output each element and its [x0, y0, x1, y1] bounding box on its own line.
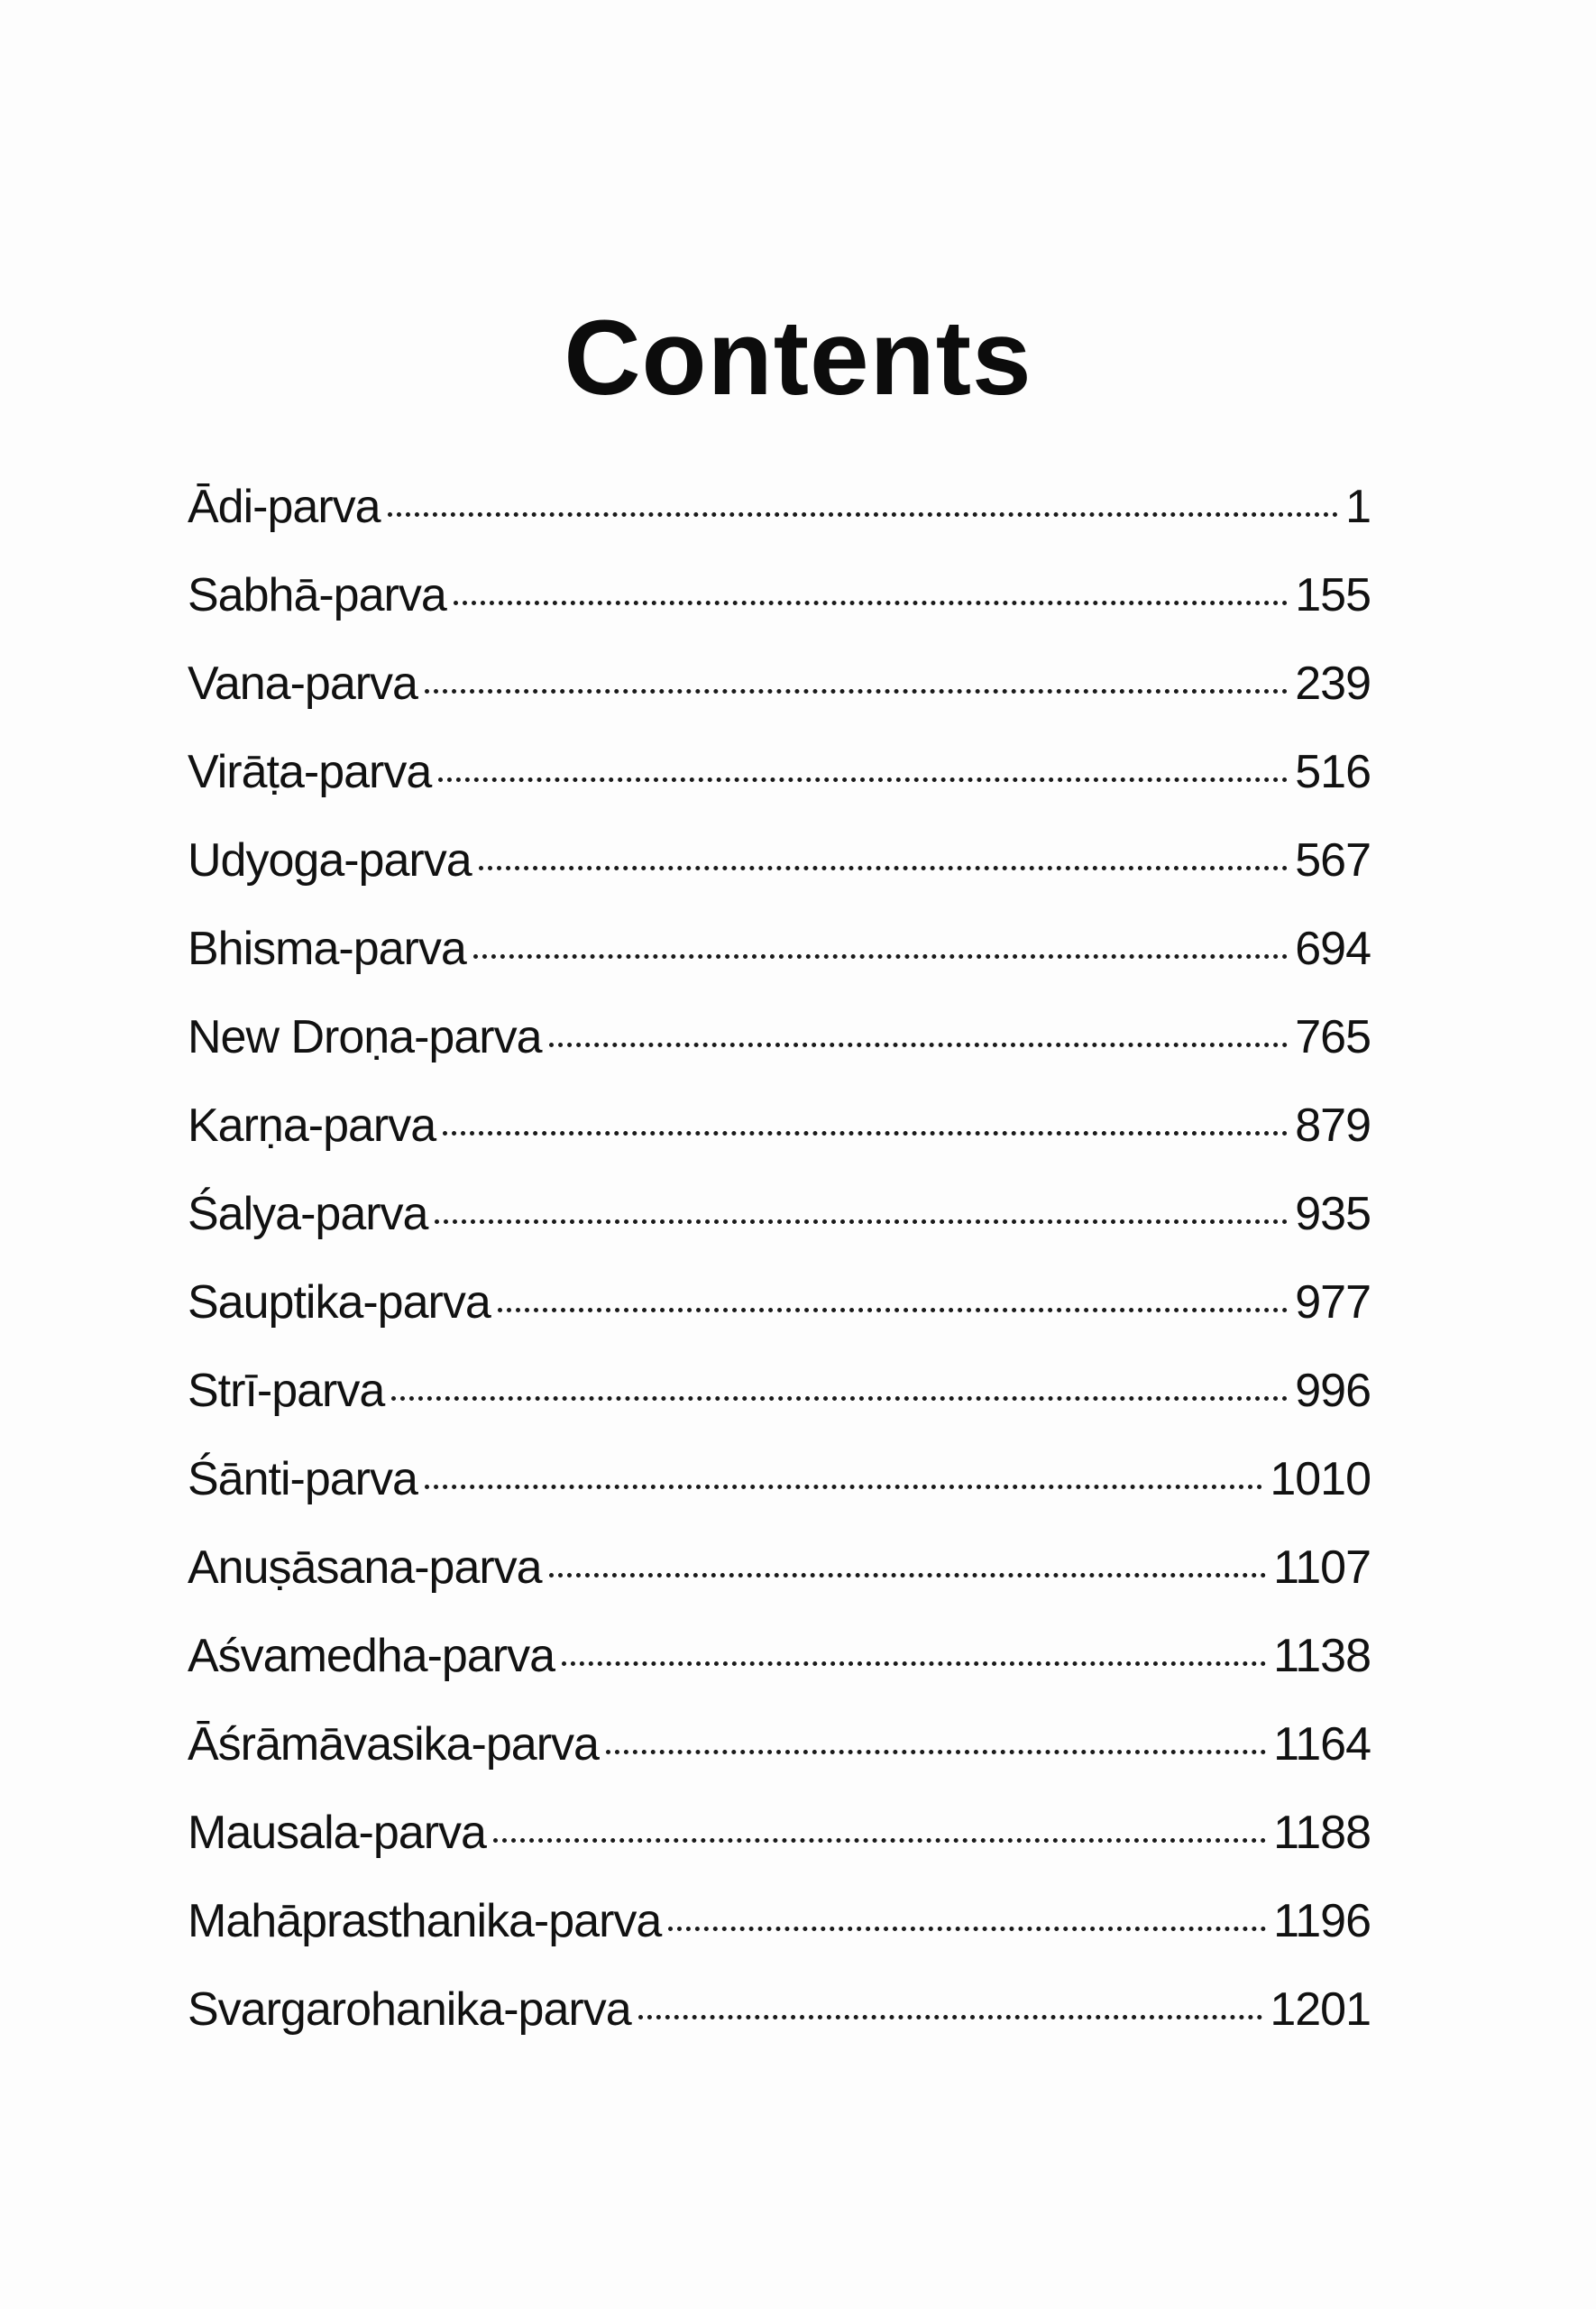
- toc-entry: [188, 1452, 1371, 1541]
- toc-entry-title: Āśrāmāvasika-parva: [188, 1718, 599, 1771]
- dot-leader: [549, 1573, 1267, 1578]
- toc-entry-title: Sauptika-parva: [188, 1276, 491, 1329]
- toc-entry-title: Sabhā-parva: [188, 569, 446, 621]
- toc-entry-title: Mahāprasthanika-parva: [188, 1895, 662, 1947]
- toc-entry-page-number: 1196: [1273, 1895, 1371, 1947]
- toc-entry: [188, 1010, 1371, 1099]
- dot-leader: [562, 1661, 1266, 1666]
- toc-entry-title: Śānti-parva: [188, 1453, 417, 1505]
- toc-entry-page-number: 879: [1295, 1099, 1371, 1152]
- dot-leader: [668, 1927, 1266, 1931]
- dot-leader: [435, 1219, 1288, 1224]
- toc-entry-page-number: 1: [1345, 481, 1371, 533]
- toc-entry-title: Strī-parva: [188, 1365, 385, 1417]
- dot-leader: [606, 1750, 1266, 1754]
- toc-entry-page-number: 977: [1295, 1276, 1371, 1329]
- toc-entry: [188, 1364, 1371, 1452]
- toc-entry-title: Mausala-parva: [188, 1807, 486, 1859]
- toc-entry: [188, 922, 1371, 1010]
- toc-entry-page-number: 1188: [1273, 1807, 1371, 1859]
- toc-entry: [188, 833, 1371, 922]
- toc-entry: [188, 1806, 1371, 1894]
- toc-entry: [188, 480, 1371, 568]
- dot-leader: [479, 866, 1289, 870]
- toc-entry-page-number: 1201: [1270, 1983, 1371, 2036]
- toc-entry-page-number: 516: [1295, 746, 1371, 798]
- toc-entry-page-number: 935: [1295, 1188, 1371, 1240]
- toc-entry-title: New Droṇa-parva: [188, 1011, 542, 1063]
- toc-entry-page-number: 1107: [1273, 1541, 1371, 1594]
- page-title: Contents: [564, 299, 1032, 419]
- toc-entry: [188, 1187, 1371, 1275]
- toc-entry-page-number: 1164: [1273, 1718, 1371, 1771]
- dot-leader: [391, 1396, 1288, 1401]
- dot-leader: [493, 1838, 1266, 1843]
- toc-entry-title: Ādi-parva: [188, 481, 381, 533]
- toc-entry-page-number: 567: [1295, 834, 1371, 887]
- dot-leader: [549, 1043, 1289, 1047]
- toc-entry-title: Udyoga-parva: [188, 834, 472, 887]
- toc-entry: [188, 1717, 1371, 1806]
- toc-entry-title: Anuṣāsana-parva: [188, 1541, 542, 1594]
- toc-entry: [188, 745, 1371, 833]
- toc-entry: [188, 568, 1371, 657]
- dot-leader: [425, 1485, 1262, 1489]
- toc-entry-page-number: 155: [1295, 569, 1371, 621]
- dot-leader: [473, 954, 1288, 959]
- toc-entry-title: Karṇa-parva: [188, 1099, 436, 1152]
- toc-entry-page-number: 996: [1295, 1365, 1371, 1417]
- dot-leader: [454, 601, 1288, 605]
- toc-entry-title: Śalya-parva: [188, 1188, 428, 1240]
- toc-entry: [188, 1629, 1371, 1717]
- toc-entry-title: Bhisma-parva: [188, 923, 466, 975]
- toc-entry: [188, 1982, 1371, 2071]
- toc-entry-page-number: 765: [1295, 1011, 1371, 1063]
- dot-leader: [388, 512, 1339, 517]
- toc-entry-page-number: 1138: [1273, 1630, 1371, 1682]
- toc-entry-title: Svargarohanika-parva: [188, 1983, 631, 2036]
- toc-entry-title: Aśvamedha-parva: [188, 1630, 555, 1682]
- dot-leader: [498, 1308, 1288, 1312]
- table-of-contents: [188, 480, 1371, 2071]
- dot-leader: [438, 777, 1288, 782]
- toc-entry-page-number: 694: [1295, 923, 1371, 975]
- toc-entry: [188, 1275, 1371, 1364]
- dot-leader: [425, 689, 1288, 694]
- toc-entry-title: Virāṭa-parva: [188, 746, 432, 798]
- toc-entry: [188, 1099, 1371, 1187]
- toc-entry-page-number: 1010: [1270, 1453, 1371, 1505]
- toc-entry: [188, 1541, 1371, 1629]
- toc-entry: [188, 1894, 1371, 1982]
- toc-entry-title: Vana-parva: [188, 658, 417, 710]
- toc-entry: [188, 657, 1371, 745]
- dot-leader: [638, 2015, 1263, 2019]
- dot-leader: [443, 1131, 1288, 1136]
- toc-entry-page-number: 239: [1295, 658, 1371, 710]
